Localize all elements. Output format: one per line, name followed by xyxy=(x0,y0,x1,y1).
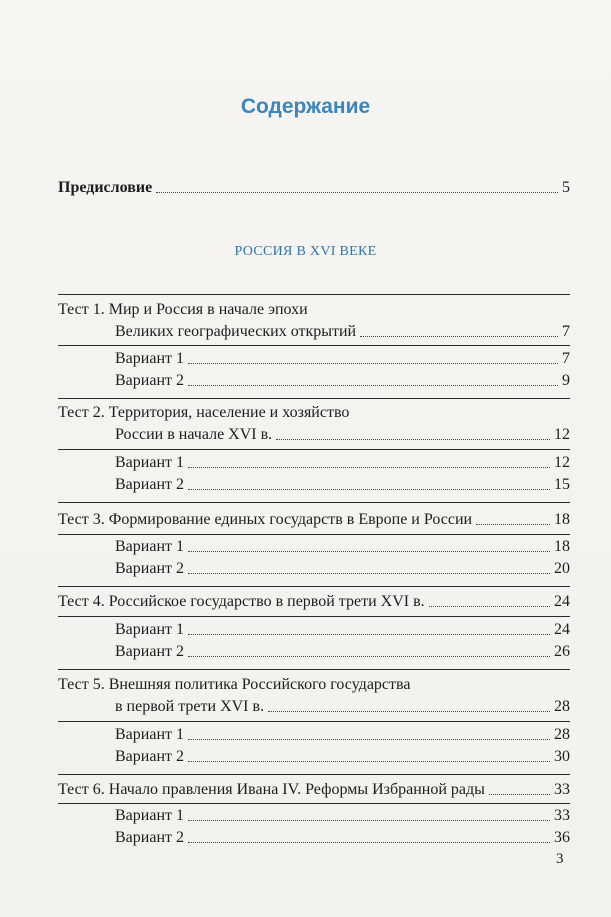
leader-dots xyxy=(188,805,550,821)
leader-dots xyxy=(268,696,550,712)
divider xyxy=(58,803,570,804)
toc-entry-label: Тест 4. Российское государство в первой трети XVI в. xyxy=(58,593,425,610)
leader-dots xyxy=(188,724,550,740)
leader-dots xyxy=(188,746,550,762)
leader-dots xyxy=(429,591,550,607)
toc-variant-4-2[interactable] xyxy=(115,641,570,663)
divider xyxy=(58,345,570,346)
toc-entry-label: Великих географических открытий xyxy=(115,323,357,340)
toc-entry-label: Тест 3. Формирование единых государств в Европе и России xyxy=(58,511,473,528)
variant-label: Вариант 1 xyxy=(115,538,184,555)
variant-page-number: 12 xyxy=(554,454,570,471)
toc-page-number: 33 xyxy=(554,781,570,798)
divider xyxy=(58,398,570,399)
toc-entry-test-5[interactable] xyxy=(115,696,570,718)
toc-entry-test-6[interactable] xyxy=(58,779,570,801)
divider xyxy=(58,449,570,450)
toc-entry-label: Предисловие xyxy=(58,179,153,196)
toc-entry-label: в первой трети XVI в. xyxy=(115,698,265,715)
leader-dots xyxy=(188,827,550,843)
toc-entry-test-3[interactable] xyxy=(58,509,570,531)
leader-dots xyxy=(360,321,558,337)
variant-page-number: 15 xyxy=(554,476,570,493)
toc-entry-label: Тест 6. Начало правления Ивана IV. Реформы Избранной рады xyxy=(58,781,485,798)
variant-label: Вариант 2 xyxy=(115,372,184,389)
divider xyxy=(58,502,570,503)
divider xyxy=(58,774,570,775)
toc-variant-1-1[interactable] xyxy=(115,348,570,370)
variant-page-number: 24 xyxy=(554,621,570,638)
leader-dots xyxy=(188,348,558,364)
toc-variant-2-1[interactable] xyxy=(115,452,570,474)
toc-variant-3-2[interactable] xyxy=(115,558,570,580)
variant-label: Вариант 2 xyxy=(115,748,184,765)
leader-dots xyxy=(156,177,558,193)
toc-page-number: 7 xyxy=(562,323,570,340)
variant-page-number: 26 xyxy=(554,643,570,660)
divider xyxy=(58,721,570,722)
leader-dots xyxy=(188,370,558,386)
toc-entry-label: России в начале XVI в. xyxy=(115,426,273,443)
page-title: Содержание xyxy=(240,95,371,118)
toc-entry-test-2-title[interactable]: Тест 2. Территория, население и хозяйство xyxy=(58,404,350,421)
toc-entry-test-4[interactable] xyxy=(58,591,570,613)
toc-variant-4-1[interactable] xyxy=(115,619,570,641)
toc-page-number: 12 xyxy=(554,426,570,443)
leader-dots xyxy=(188,558,550,574)
leader-dots xyxy=(188,452,550,468)
variant-page-number: 28 xyxy=(554,726,570,743)
variant-page-number: 36 xyxy=(554,829,570,846)
toc-variant-2-2[interactable] xyxy=(115,474,570,496)
section-title: РОССИЯ В XVI ВЕКЕ xyxy=(234,244,377,259)
page-number: 3 xyxy=(556,851,564,867)
toc-entry-preface[interactable] xyxy=(58,177,570,199)
leader-dots xyxy=(276,424,550,440)
variant-label: Вариант 2 xyxy=(115,560,184,577)
toc-page-number: 5 xyxy=(562,179,570,196)
toc-entry-test-5-title[interactable]: Тест 5. Внешняя политика Российского государства xyxy=(58,676,411,693)
toc-page-number: 28 xyxy=(554,698,570,715)
variant-label: Вариант 2 xyxy=(115,829,184,846)
leader-dots xyxy=(188,641,550,657)
variant-label: Вариант 1 xyxy=(115,350,184,367)
divider xyxy=(58,616,570,617)
variant-page-number: 30 xyxy=(554,748,570,765)
toc-variant-6-2[interactable] xyxy=(115,827,570,849)
leader-dots xyxy=(188,474,550,490)
variant-page-number: 9 xyxy=(562,372,570,389)
toc-variant-6-1[interactable] xyxy=(115,805,570,827)
toc-variant-5-2[interactable] xyxy=(115,746,570,768)
divider xyxy=(58,669,570,670)
toc-page-number: 24 xyxy=(554,593,570,610)
divider xyxy=(58,294,570,295)
toc-page-number: 18 xyxy=(554,511,570,528)
toc-entry-test-1-title[interactable]: Тест 1. Мир и Россия в начале эпохи xyxy=(58,301,308,318)
variant-label: Вариант 2 xyxy=(115,643,184,660)
variant-label: Вариант 1 xyxy=(115,807,184,824)
variant-page-number: 18 xyxy=(554,538,570,555)
toc-variant-5-1[interactable] xyxy=(115,724,570,746)
toc-entry-test-1[interactable] xyxy=(115,321,570,343)
variant-label: Вариант 1 xyxy=(115,454,184,471)
leader-dots xyxy=(489,779,550,795)
variant-label: Вариант 2 xyxy=(115,476,184,493)
divider xyxy=(58,534,570,535)
toc-entry-test-2[interactable] xyxy=(115,424,570,446)
variant-page-number: 33 xyxy=(554,807,570,824)
leader-dots xyxy=(188,536,550,552)
variant-label: Вариант 1 xyxy=(115,726,184,743)
variant-page-number: 20 xyxy=(554,560,570,577)
variant-page-number: 7 xyxy=(562,350,570,367)
toc-variant-3-1[interactable] xyxy=(115,536,570,558)
divider xyxy=(58,586,570,587)
leader-dots xyxy=(476,509,550,525)
variant-label: Вариант 1 xyxy=(115,621,184,638)
toc-variant-1-2[interactable] xyxy=(115,370,570,392)
leader-dots xyxy=(188,619,550,635)
